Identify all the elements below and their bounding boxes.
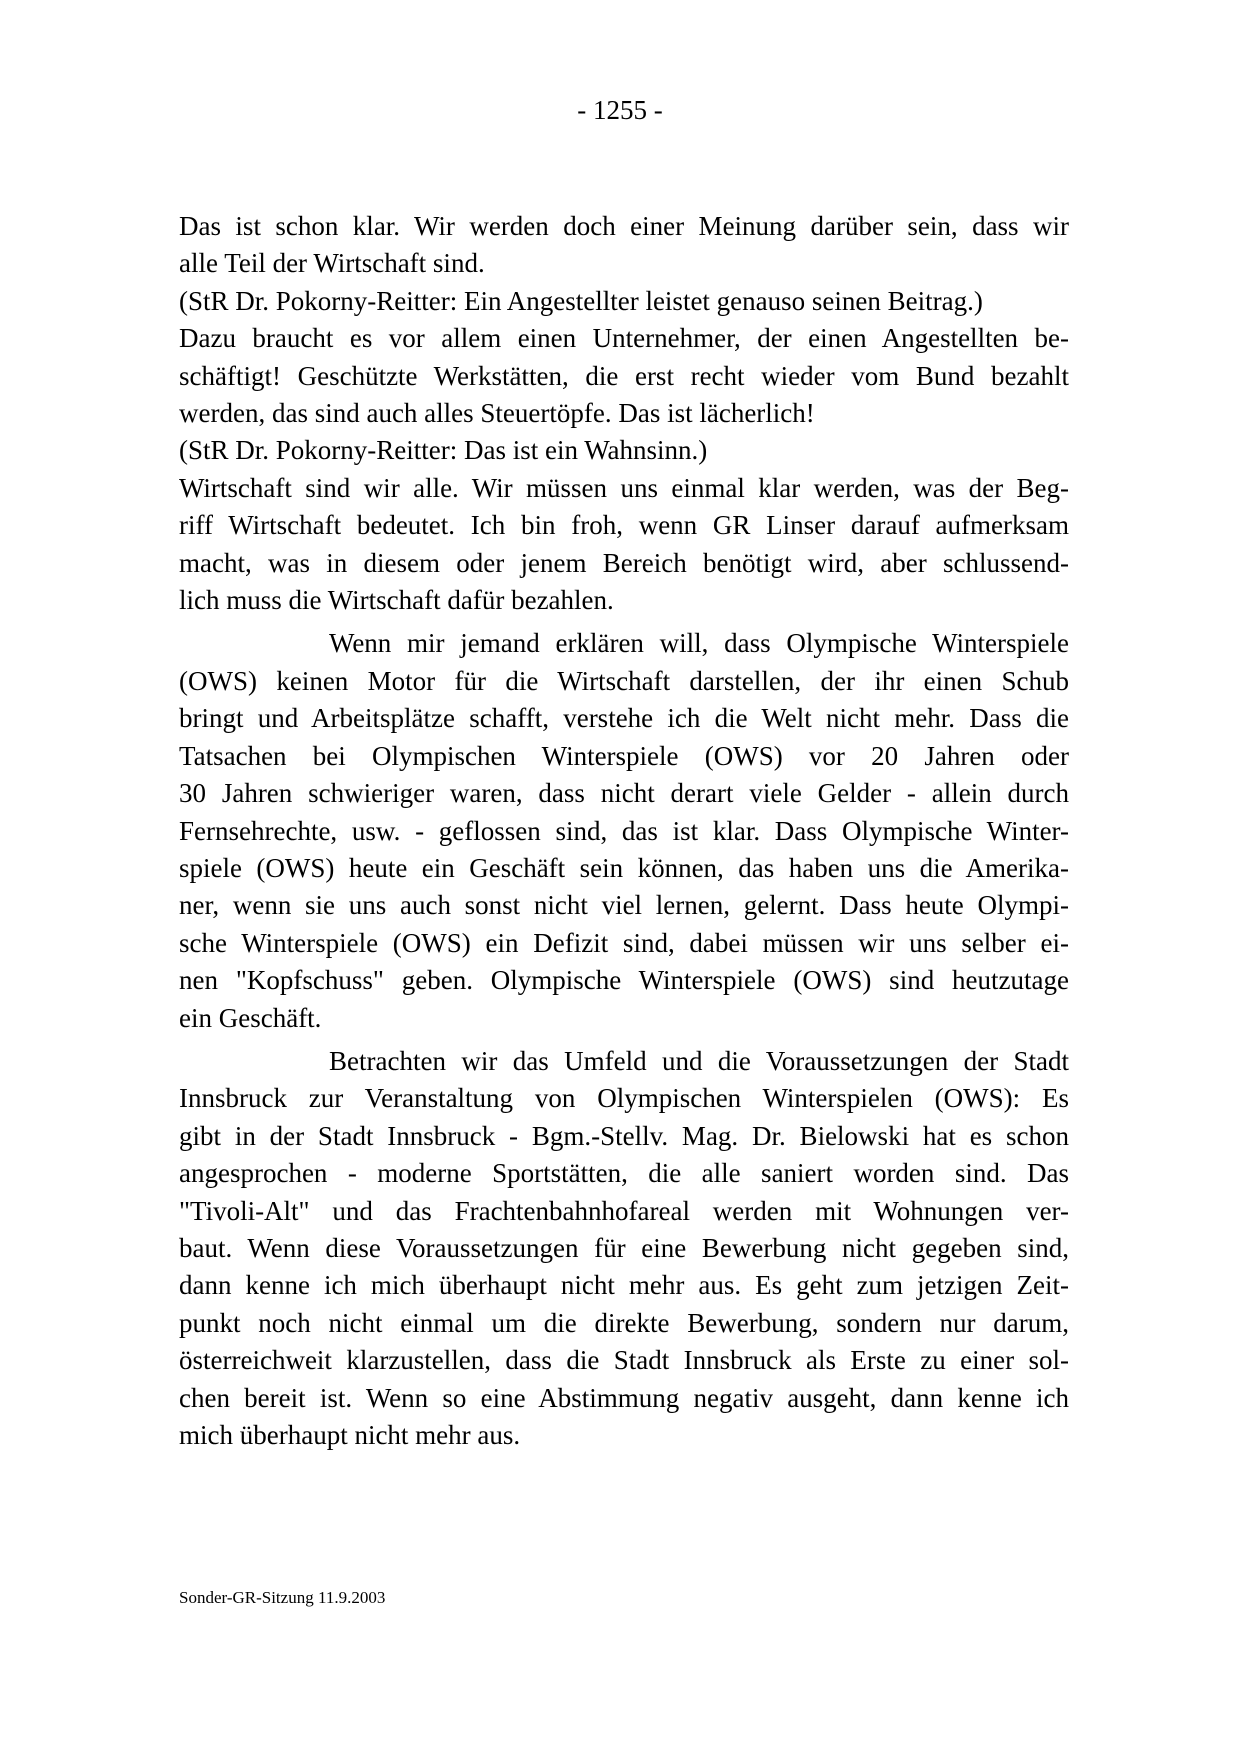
page-number: - 1255 - — [577, 95, 663, 125]
text-line: Wenn mir jemand erklären will, dass Olympische Winterspiele — [329, 628, 1069, 659]
text-line: Fernsehrechte, usw. - geflossen sind, das ist klar. Dass Olympische Winter- — [179, 815, 1069, 846]
text-line: riff Wirtschaft bedeutet. Ich bin froh, wenn GR Linser darauf aufmerksam — [179, 510, 1069, 541]
text-line: macht, was in diesem oder jenem Bereich benötigt wird, aber schlussend- — [179, 547, 1069, 578]
text-line: alle Teil der Wirtschaft sind. — [179, 248, 485, 279]
text-line: "Tivoli-Alt" und das Frachtenbahnhofareal werden mit Wohnungen ver- — [179, 1195, 1069, 1226]
text-line: bringt und Arbeitsplätze schafft, verstehe ich die Welt nicht mehr. Dass die — [179, 703, 1069, 734]
text-line: baut. Wenn diese Voraussetzungen für eine Bewerbung nicht gegeben sind, — [179, 1232, 1069, 1263]
text-line: Wirtschaft sind wir alle. Wir müssen uns einmal klar werden, was der Beg- — [179, 472, 1069, 503]
text-line: chen bereit ist. Wenn so eine Abstimmung negativ ausgeht, dann kenne ich — [179, 1382, 1069, 1413]
body-text — [179, 208, 1069, 1454]
text-line: punkt noch nicht einmal um die direkte Bewerbung, sondern nur darum, — [179, 1307, 1069, 1338]
interjection-line: (StR Dr. Pokorny-Reitter: Das ist ein Wahnsinn.) — [179, 435, 708, 466]
text-line: 30 Jahren schwieriger waren, dass nicht derart viele Gelder - allein durch — [179, 778, 1069, 809]
text-line: werden, das sind auch alles Steuertöpfe. Das ist lächerlich! — [179, 398, 815, 429]
text-line: spiele (OWS) heute ein Geschäft sein können, das haben uns die Amerika- — [179, 852, 1069, 883]
footer-session-label: Sonder-GR-Sitzung 11.9.2003 — [179, 1588, 386, 1607]
text-line: angesprochen - moderne Sportstätten, die alle saniert worden sind. Das — [179, 1158, 1069, 1189]
text-line: ein Geschäft. — [179, 1002, 322, 1033]
text-line: gibt in der Stadt Innsbruck - Bgm.-Stellv. Mag. Dr. Bielowski hat es schon — [179, 1120, 1069, 1151]
text-line: dann kenne ich mich überhaupt nicht mehr aus. Es geht zum jetzigen Zeit- — [179, 1270, 1069, 1301]
text-line: sche Winterspiele (OWS) ein Defizit sind, dabei müssen wir uns selber ei- — [179, 927, 1069, 958]
text-line: Tatsachen bei Olympischen Winterspiele (OWS) vor 20 Jahren oder — [179, 740, 1069, 771]
interjection-line: (StR Dr. Pokorny-Reitter: Ein Angestellter leistet genauso seinen Beitrag.) — [179, 285, 983, 316]
text-line: Betrachten wir das Umfeld und die Voraussetzungen der Stadt — [329, 1045, 1069, 1076]
text-line: ner, wenn sie uns auch sonst nicht viel lernen, gelernt. Dass heute Olympi- — [179, 890, 1069, 921]
text-line: Innsbruck zur Veranstaltung von Olympischen Winterspielen (OWS): Es — [179, 1083, 1069, 1114]
text-line: nen "Kopfschuss" geben. Olympische Winterspiele (OWS) sind heutzutage — [179, 965, 1069, 996]
text-line: österreichweit klarzustellen, dass die Stadt Innsbruck als Erste zu einer sol- — [179, 1345, 1069, 1376]
text-line: (OWS) keinen Motor für die Wirtschaft darstellen, der ihr einen Schub — [179, 665, 1069, 696]
text-line: mich überhaupt nicht mehr aus. — [179, 1420, 521, 1450]
text-line: schäftigt! Geschützte Werkstätten, die erst recht wieder vom Bund bezahlt — [179, 360, 1069, 391]
text-line: lich muss die Wirtschaft dafür bezahlen. — [179, 585, 614, 616]
text-line: Das ist schon klar. Wir werden doch einer Meinung darüber sein, dass wir — [179, 211, 1069, 241]
text-line: Dazu braucht es vor allem einen Unternehmer, der einen Angestellten be- — [179, 323, 1069, 354]
